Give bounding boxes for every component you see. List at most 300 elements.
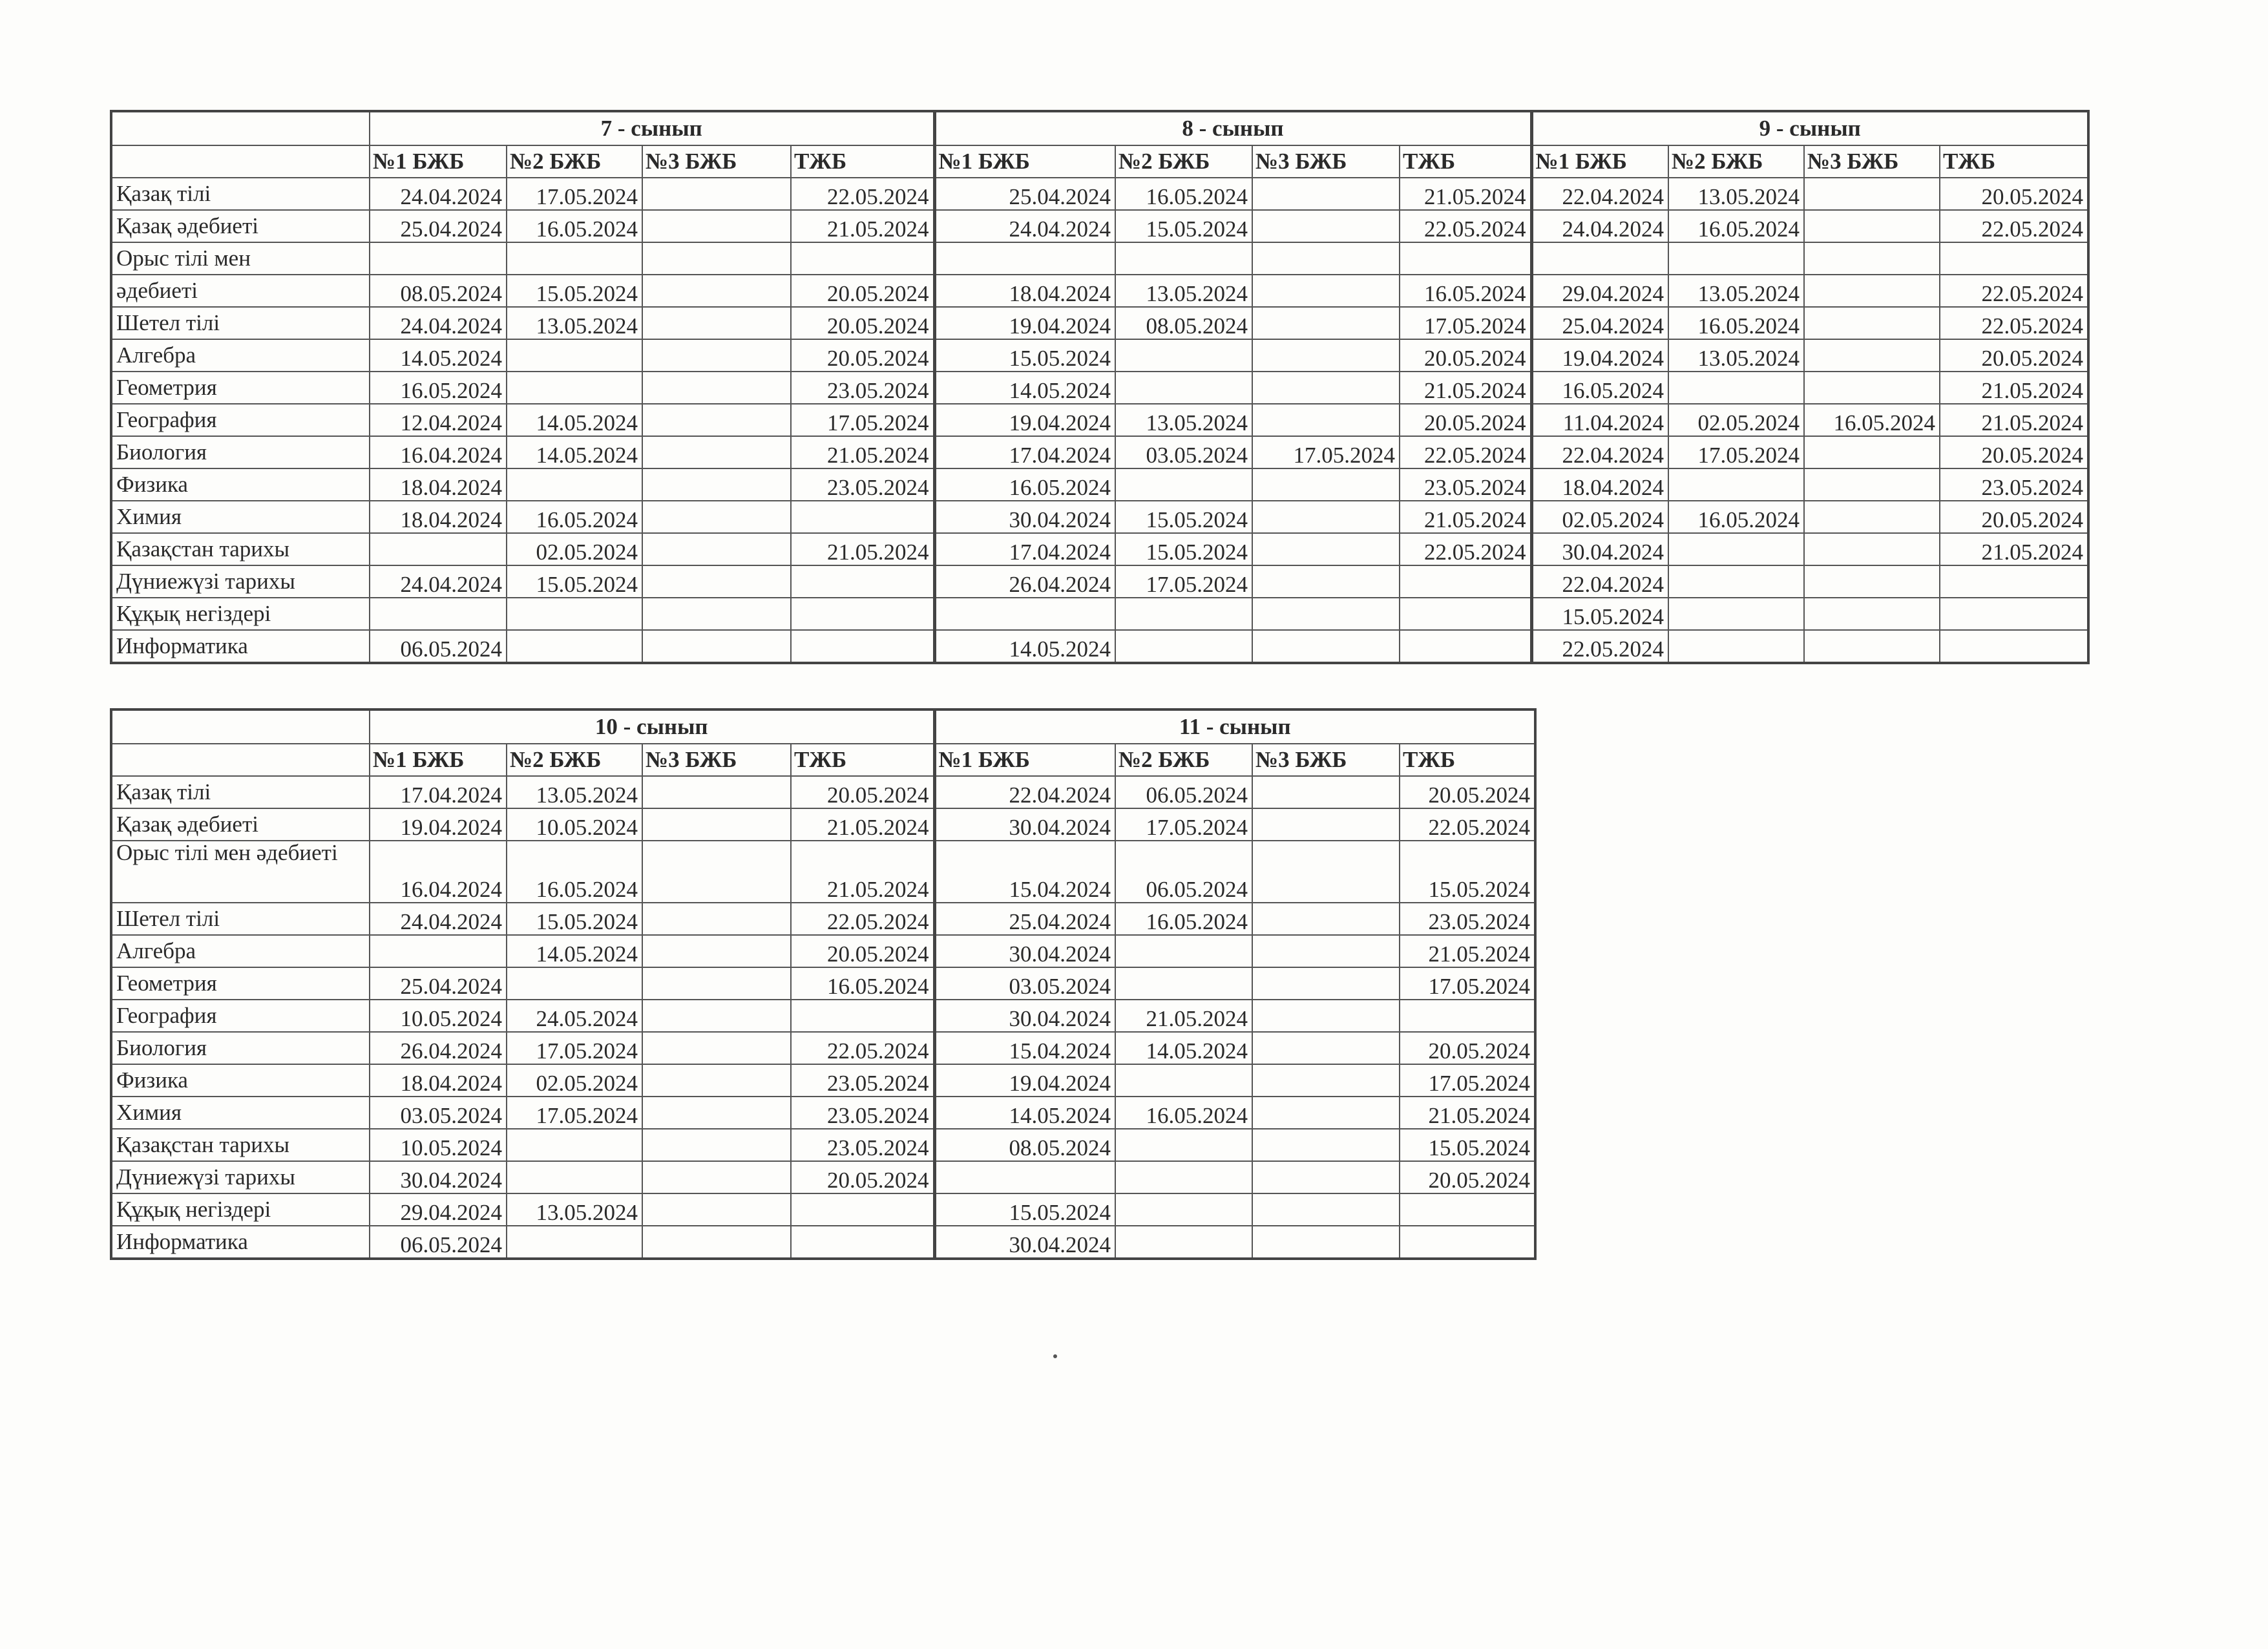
date-cell: 21.05.2024	[1400, 501, 1531, 533]
date-cell: 16.05.2024	[1115, 1097, 1252, 1129]
date-cell: 30.04.2024	[934, 935, 1115, 967]
date-cell	[1115, 967, 1252, 1000]
date-cell	[1400, 630, 1531, 663]
date-cell	[507, 630, 642, 663]
date-cell: 20.05.2024	[791, 1161, 934, 1193]
date-cell	[1804, 598, 1940, 630]
date-cell: 25.04.2024	[934, 903, 1115, 935]
date-cell: 22.05.2024	[791, 903, 934, 935]
date-cell: 25.04.2024	[370, 210, 507, 242]
date-cell: 06.05.2024	[1115, 841, 1252, 903]
table-row	[111, 1000, 1535, 1032]
grade-header: 10 - сынып	[370, 709, 934, 744]
date-cell	[1400, 242, 1531, 275]
date-cell: 22.04.2024	[1531, 436, 1668, 468]
date-cell: 02.05.2024	[1531, 501, 1668, 533]
date-cell	[642, 372, 791, 404]
date-cell	[642, 598, 791, 630]
date-cell: 30.04.2024	[370, 1161, 507, 1193]
date-cell: 22.05.2024	[1400, 808, 1535, 841]
date-cell	[791, 1226, 934, 1259]
date-cell	[1252, 565, 1400, 598]
date-cell	[507, 339, 642, 372]
date-cell: 16.05.2024	[1668, 501, 1804, 533]
date-cell: 17.05.2024	[507, 1097, 642, 1129]
date-cell	[642, 339, 791, 372]
date-cell: 24.04.2024	[934, 210, 1115, 242]
date-cell: 15.04.2024	[934, 841, 1115, 903]
date-cell	[642, 1226, 791, 1259]
date-cell: 16.05.2024	[1531, 372, 1668, 404]
date-cell: 17.04.2024	[370, 776, 507, 808]
date-cell: 20.05.2024	[1940, 436, 2088, 468]
date-cell: 20.05.2024	[791, 935, 934, 967]
date-cell: 17.05.2024	[1400, 967, 1535, 1000]
date-cell	[1115, 598, 1252, 630]
date-cell	[1804, 275, 1940, 307]
date-cell: 21.05.2024	[1940, 404, 2088, 436]
date-cell: 30.04.2024	[934, 808, 1115, 841]
date-cell: 13.05.2024	[1668, 178, 1804, 210]
date-cell: 18.04.2024	[370, 501, 507, 533]
date-cell	[1252, 598, 1400, 630]
grade-header: 11 - сынып	[934, 709, 1535, 744]
date-cell	[507, 372, 642, 404]
date-cell: 06.05.2024	[370, 1226, 507, 1259]
date-cell	[1252, 1226, 1400, 1259]
date-cell	[791, 1193, 934, 1226]
exam-schedule-table-grades-10-11	[110, 708, 1537, 1260]
exam-type-header: №2 БЖБ	[507, 744, 642, 776]
date-cell: 21.05.2024	[791, 808, 934, 841]
date-cell	[1804, 242, 1940, 275]
date-cell	[1252, 1193, 1400, 1226]
subject-cell: Геометрия	[111, 967, 370, 1000]
date-cell: 17.05.2024	[1668, 436, 1804, 468]
date-cell: 24.04.2024	[1531, 210, 1668, 242]
date-cell: 20.05.2024	[1400, 776, 1535, 808]
date-cell: 22.05.2024	[1940, 275, 2088, 307]
date-cell: 19.04.2024	[370, 808, 507, 841]
date-cell: 15.05.2024	[507, 275, 642, 307]
date-cell: 30.04.2024	[1531, 533, 1668, 565]
date-cell	[642, 501, 791, 533]
table-row	[111, 841, 1535, 903]
subject-cell: Алгебра	[111, 935, 370, 967]
date-cell	[1115, 372, 1252, 404]
date-cell: 19.04.2024	[934, 1064, 1115, 1097]
date-cell	[507, 242, 642, 275]
date-cell	[1668, 372, 1804, 404]
date-cell: 23.05.2024	[791, 1097, 934, 1129]
date-cell: 08.05.2024	[370, 275, 507, 307]
date-cell: 16.04.2024	[370, 841, 507, 903]
date-cell: 20.05.2024	[1940, 501, 2088, 533]
date-cell: 02.05.2024	[507, 1064, 642, 1097]
date-cell: 06.05.2024	[1115, 776, 1252, 808]
date-cell	[1252, 178, 1400, 210]
date-cell	[642, 1193, 791, 1226]
date-cell	[507, 598, 642, 630]
subject-cell: География	[111, 1000, 370, 1032]
date-cell	[1400, 1193, 1535, 1226]
date-cell: 23.05.2024	[1940, 468, 2088, 501]
exam-type-header: №3 БЖБ	[642, 744, 791, 776]
date-cell	[370, 935, 507, 967]
scan-speck	[1053, 1354, 1057, 1358]
date-cell	[1940, 565, 2088, 598]
date-cell: 20.05.2024	[791, 307, 934, 339]
date-cell: 16.05.2024	[507, 210, 642, 242]
date-cell: 24.05.2024	[507, 1000, 642, 1032]
date-cell	[1252, 841, 1400, 903]
date-cell: 17.05.2024	[1400, 1064, 1535, 1097]
table-row	[111, 1097, 1535, 1129]
date-cell: 23.05.2024	[1400, 468, 1531, 501]
subject-cell: Химия	[111, 1097, 370, 1129]
date-cell: 21.05.2024	[791, 841, 934, 903]
date-cell: 17.05.2024	[1115, 565, 1252, 598]
date-cell: 14.05.2024	[370, 339, 507, 372]
date-cell: 10.05.2024	[370, 1129, 507, 1161]
date-cell	[642, 533, 791, 565]
date-cell: 15.05.2024	[1400, 841, 1535, 903]
date-cell	[1115, 630, 1252, 663]
table-row	[111, 468, 2088, 501]
date-cell: 17.04.2024	[934, 533, 1115, 565]
date-cell	[370, 533, 507, 565]
date-cell: 25.04.2024	[370, 967, 507, 1000]
subject-cell: Физика	[111, 1064, 370, 1097]
date-cell: 14.05.2024	[507, 935, 642, 967]
date-cell: 19.04.2024	[934, 307, 1115, 339]
date-cell: 21.05.2024	[1400, 935, 1535, 967]
date-cell	[1668, 598, 1804, 630]
date-cell	[791, 501, 934, 533]
date-cell: 24.04.2024	[370, 178, 507, 210]
date-cell: 15.05.2024	[507, 903, 642, 935]
corner-cell	[111, 145, 370, 178]
date-cell: 03.05.2024	[1115, 436, 1252, 468]
table-row	[111, 275, 2088, 307]
date-cell	[1252, 210, 1400, 242]
date-cell	[1252, 776, 1400, 808]
subject-cell: Геометрия	[111, 372, 370, 404]
date-cell	[642, 1000, 791, 1032]
table-row	[111, 630, 2088, 663]
date-cell: 18.04.2024	[370, 468, 507, 501]
date-cell: 22.05.2024	[1400, 210, 1531, 242]
date-cell: 14.05.2024	[934, 372, 1115, 404]
date-cell	[1668, 533, 1804, 565]
subject-cell: География	[111, 404, 370, 436]
date-cell	[791, 630, 934, 663]
date-cell	[507, 967, 642, 1000]
date-cell	[1804, 339, 1940, 372]
date-cell: 13.05.2024	[1115, 404, 1252, 436]
table-row	[111, 210, 2088, 242]
corner-cell	[111, 111, 370, 145]
exam-type-header: №2 БЖБ	[1668, 145, 1804, 178]
date-cell	[1252, 307, 1400, 339]
exam-type-header: №2 БЖБ	[1115, 744, 1252, 776]
exam-type-header: ТЖБ	[1400, 744, 1535, 776]
table-row	[111, 565, 2088, 598]
date-cell: 22.04.2024	[934, 776, 1115, 808]
exam-type-header: №1 БЖБ	[934, 744, 1115, 776]
table-row	[111, 178, 2088, 210]
date-cell	[934, 598, 1115, 630]
date-cell	[642, 776, 791, 808]
date-cell: 22.05.2024	[1940, 210, 2088, 242]
exam-type-header: №1 БЖБ	[1531, 145, 1668, 178]
date-cell: 22.04.2024	[1531, 178, 1668, 210]
date-cell	[1252, 242, 1400, 275]
date-cell	[642, 242, 791, 275]
exam-type-header: №1 БЖБ	[370, 744, 507, 776]
date-cell	[642, 1032, 791, 1064]
date-cell: 21.05.2024	[1940, 533, 2088, 565]
date-cell: 14.05.2024	[934, 1097, 1115, 1129]
date-cell	[1252, 404, 1400, 436]
table-row	[111, 808, 1535, 841]
date-cell	[370, 242, 507, 275]
date-cell: 10.05.2024	[507, 808, 642, 841]
date-cell	[1252, 1129, 1400, 1161]
date-cell	[1115, 1226, 1252, 1259]
subject-cell: Орыс тілі мен	[111, 242, 370, 275]
date-cell: 19.04.2024	[934, 404, 1115, 436]
table-row	[111, 404, 2088, 436]
date-cell: 16.05.2024	[1804, 404, 1940, 436]
date-cell	[1804, 533, 1940, 565]
date-cell	[370, 598, 507, 630]
date-cell	[1115, 935, 1252, 967]
date-cell: 20.05.2024	[1400, 404, 1531, 436]
date-cell	[1531, 242, 1668, 275]
date-cell: 26.04.2024	[934, 565, 1115, 598]
exam-type-header-row	[111, 145, 2088, 178]
date-cell	[1668, 468, 1804, 501]
date-cell	[1804, 468, 1940, 501]
exam-type-header: ТЖБ	[1940, 145, 2088, 178]
date-cell	[507, 1161, 642, 1193]
date-cell: 22.05.2024	[1400, 436, 1531, 468]
date-cell	[1115, 242, 1252, 275]
date-cell: 15.05.2024	[1531, 598, 1668, 630]
exam-type-header: ТЖБ	[1400, 145, 1531, 178]
date-cell: 16.05.2024	[791, 967, 934, 1000]
date-cell: 29.04.2024	[1531, 275, 1668, 307]
subject-cell: Дүниежүзі тарихы	[111, 1161, 370, 1193]
exam-type-header: №3 БЖБ	[642, 145, 791, 178]
date-cell: 17.05.2024	[1115, 808, 1252, 841]
date-cell: 16.05.2024	[934, 468, 1115, 501]
date-cell: 21.05.2024	[791, 533, 934, 565]
date-cell: 16.05.2024	[1115, 903, 1252, 935]
table-row	[111, 1129, 1535, 1161]
date-cell: 13.05.2024	[507, 307, 642, 339]
table-row	[111, 1032, 1535, 1064]
date-cell	[1804, 372, 1940, 404]
date-cell	[1252, 903, 1400, 935]
date-cell	[1252, 372, 1400, 404]
subject-cell: Физика	[111, 468, 370, 501]
subject-cell: Биология	[111, 436, 370, 468]
date-cell: 14.05.2024	[1115, 1032, 1252, 1064]
exam-type-header: №3 БЖБ	[1252, 744, 1400, 776]
date-cell	[1804, 307, 1940, 339]
date-cell: 15.04.2024	[934, 1032, 1115, 1064]
date-cell	[1252, 1161, 1400, 1193]
date-cell	[1115, 1161, 1252, 1193]
date-cell	[642, 565, 791, 598]
date-cell	[642, 307, 791, 339]
date-cell: 03.05.2024	[370, 1097, 507, 1129]
date-cell	[791, 242, 934, 275]
exam-type-header: №1 БЖБ	[934, 145, 1115, 178]
date-cell: 20.05.2024	[1940, 178, 2088, 210]
date-cell: 23.05.2024	[791, 1064, 934, 1097]
table-row	[111, 903, 1535, 935]
date-cell: 16.05.2024	[1668, 307, 1804, 339]
table-row	[111, 598, 2088, 630]
subject-cell: Қазақ тілі	[111, 776, 370, 808]
subject-cell: Информатика	[111, 630, 370, 663]
table-row	[111, 372, 2088, 404]
date-cell: 23.05.2024	[1400, 903, 1535, 935]
date-cell	[1940, 598, 2088, 630]
exam-type-header-row	[111, 744, 1535, 776]
date-cell: 15.05.2024	[934, 1193, 1115, 1226]
subject-cell: Қазақ әдебиеті	[111, 210, 370, 242]
exam-type-header: №3 БЖБ	[1252, 145, 1400, 178]
table-row	[111, 935, 1535, 967]
date-cell	[507, 1129, 642, 1161]
date-cell	[642, 903, 791, 935]
date-cell	[642, 178, 791, 210]
corner-cell	[111, 709, 370, 744]
date-cell: 17.05.2024	[1252, 436, 1400, 468]
date-cell	[642, 436, 791, 468]
date-cell: 16.05.2024	[370, 372, 507, 404]
subject-cell: Қазақстан тарихы	[111, 1129, 370, 1161]
grade-header: 9 - сынып	[1531, 111, 2088, 145]
date-cell	[642, 468, 791, 501]
exam-type-header: №2 БЖБ	[1115, 145, 1252, 178]
date-cell: 15.05.2024	[1115, 501, 1252, 533]
date-cell: 19.04.2024	[1531, 339, 1668, 372]
date-cell: 14.05.2024	[507, 404, 642, 436]
date-cell: 15.05.2024	[1115, 533, 1252, 565]
date-cell	[1252, 1064, 1400, 1097]
date-cell	[1252, 967, 1400, 1000]
date-cell	[642, 404, 791, 436]
date-cell: 17.05.2024	[1400, 307, 1531, 339]
date-cell	[1252, 339, 1400, 372]
date-cell	[642, 1064, 791, 1097]
date-cell: 08.05.2024	[934, 1129, 1115, 1161]
date-cell: 06.05.2024	[370, 630, 507, 663]
date-cell	[642, 630, 791, 663]
exam-type-header: №1 БЖБ	[370, 145, 507, 178]
date-cell	[507, 1226, 642, 1259]
date-cell: 22.05.2024	[791, 1032, 934, 1064]
subject-cell: Орыс тілі мен әдебиеті	[111, 841, 370, 903]
date-cell	[1252, 1000, 1400, 1032]
date-cell	[642, 841, 791, 903]
date-cell: 24.04.2024	[370, 307, 507, 339]
date-cell: 13.05.2024	[507, 1193, 642, 1226]
date-cell	[1804, 501, 1940, 533]
date-cell	[642, 935, 791, 967]
table-row	[111, 436, 2088, 468]
date-cell	[1252, 275, 1400, 307]
subject-cell: Алгебра	[111, 339, 370, 372]
exam-type-header: ТЖБ	[791, 744, 934, 776]
date-cell: 30.04.2024	[934, 501, 1115, 533]
date-cell: 30.04.2024	[934, 1226, 1115, 1259]
grade-header-row	[111, 709, 1535, 744]
subject-cell: Құқық негіздері	[111, 598, 370, 630]
date-cell	[1115, 1129, 1252, 1161]
date-cell: 13.05.2024	[1668, 339, 1804, 372]
date-cell: 22.04.2024	[1531, 565, 1668, 598]
date-cell	[1115, 1193, 1252, 1226]
date-cell: 17.04.2024	[934, 436, 1115, 468]
date-cell: 22.05.2024	[791, 178, 934, 210]
date-cell: 14.05.2024	[507, 436, 642, 468]
date-cell: 20.05.2024	[1400, 1161, 1535, 1193]
date-cell: 20.05.2024	[1400, 339, 1531, 372]
date-cell: 16.05.2024	[1400, 275, 1531, 307]
date-cell: 21.05.2024	[1400, 1097, 1535, 1129]
date-cell	[1115, 1064, 1252, 1097]
corner-cell	[111, 744, 370, 776]
date-cell	[1940, 630, 2088, 663]
date-cell	[1115, 339, 1252, 372]
date-cell: 18.04.2024	[1531, 468, 1668, 501]
date-cell: 22.05.2024	[1940, 307, 2088, 339]
date-cell	[1804, 436, 1940, 468]
grade-header: 7 - сынып	[370, 111, 934, 145]
table-row	[111, 1161, 1535, 1193]
table-row	[111, 967, 1535, 1000]
date-cell: 12.04.2024	[370, 404, 507, 436]
date-cell	[642, 808, 791, 841]
date-cell	[1668, 630, 1804, 663]
date-cell: 24.04.2024	[370, 565, 507, 598]
date-cell	[642, 1097, 791, 1129]
date-cell	[934, 1161, 1115, 1193]
date-cell: 15.05.2024	[1400, 1129, 1535, 1161]
date-cell	[1804, 210, 1940, 242]
subject-cell: Химия	[111, 501, 370, 533]
date-cell: 21.05.2024	[1400, 372, 1531, 404]
date-cell	[1400, 598, 1531, 630]
date-cell	[642, 210, 791, 242]
date-cell: 13.05.2024	[1115, 275, 1252, 307]
grade-header: 8 - сынып	[934, 111, 1531, 145]
table-body	[111, 178, 2088, 663]
date-cell	[1400, 1226, 1535, 1259]
date-cell	[507, 468, 642, 501]
subject-cell: Қазақ әдебиеті	[111, 808, 370, 841]
date-cell: 20.05.2024	[791, 339, 934, 372]
grade-header-row	[111, 111, 2088, 145]
date-cell	[1668, 565, 1804, 598]
date-cell: 21.05.2024	[791, 210, 934, 242]
